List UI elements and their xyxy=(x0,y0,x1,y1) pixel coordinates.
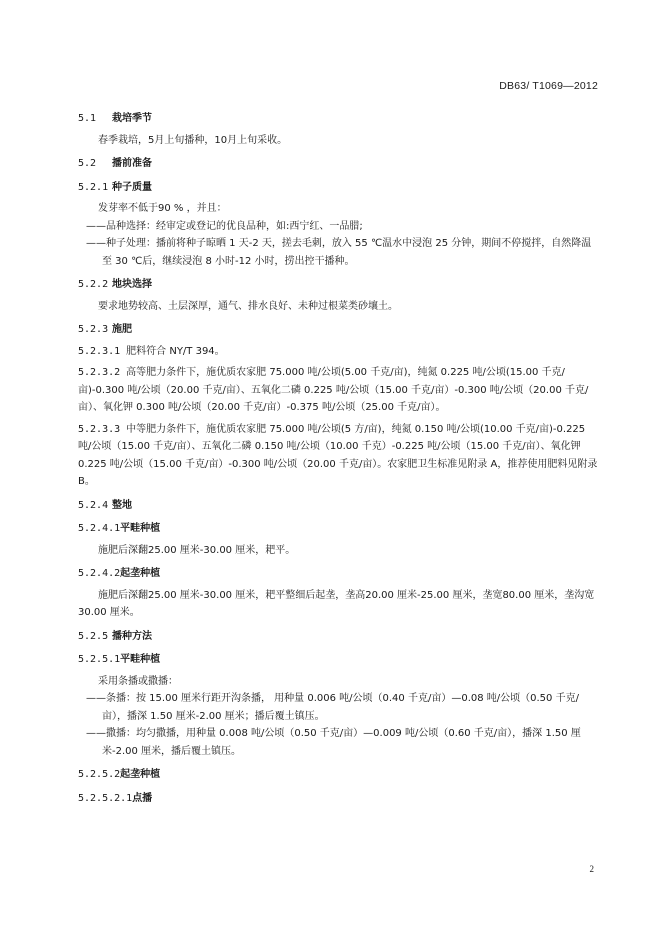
page-number: 2 xyxy=(589,864,594,874)
clause: 5.2.3.2 高等肥力条件下，施优质农家肥 75.000 吨/公顷(5.00 千克/亩)，纯氮 0.225 吨/公顷(15.00 千克/亩)-0.300 吨/公顷（20.00 千克/亩）、五氧化二磷 0.225 吨/公顷（15.00 千克/亩）-0.300 吨/公顷（20.00 千克/亩）、氧化钾 0.300 吨/公顷（20.00 千克/亩）-0.375 吨/公顷（25.00 千克/亩）。 xyxy=(78,367,589,413)
section-heading: 5.2.1 种子质量 xyxy=(78,181,152,193)
paragraph: 施肥后深翻25.00 厘米-30.00 厘米，耙平。 xyxy=(98,544,296,556)
list-item: ——种子处理：播前将种子晾晒 1 天-2 天，搓去毛刺，放入 55 ℃温水中浸泡 25 分钟，期间不停搅拌，自然降温至 30 ℃后，继续浸泡 8 小时-12 小时，捞出控干播种。 xyxy=(86,238,592,267)
section-heading: 5.2.5 播种方法 xyxy=(78,630,152,642)
paragraph: 采用条播或撒播： xyxy=(98,675,178,687)
paragraph: 春季栽培，5月上旬播种，10月上旬采收。 xyxy=(98,134,288,146)
section-heading: 5.2.2 地块选择 xyxy=(78,279,152,290)
list-item: ——撒播：均匀撒播，用种量 0.008 吨/公顷（0.50 千克/亩）—0.009 吨/公顷（0.60 千克/亩），播深 1.50 厘米-2.00 厘米，播后覆土镇压。 xyxy=(86,728,581,757)
section-heading: 5.2.4.2起垄种植 xyxy=(78,568,161,579)
list-item: ——条播：按 15.00 厘米行距开沟条播， 用种量 0.006 吨/公顷（0.40 千克/亩）—0.08 吨/公顷（0.50 千克/亩），播深 1.50 厘米-2.00 厘米；播后覆土镇压。 xyxy=(86,693,579,722)
section-heading: 5.2.5.2.1点播 xyxy=(78,792,153,804)
paragraph: 发芽率不低于90 % ，并且： xyxy=(98,203,227,214)
section-heading: 5.2.3 施肥 xyxy=(78,324,132,335)
document-id: DB63/ T1069—2012 xyxy=(499,80,598,92)
paragraph: 要求地势较高、土层深厚，通气、排水良好、未种过根菜类砂壤土。 xyxy=(98,300,398,312)
clause: 5.2.3.3 中等肥力条件下，施优质农家肥 75.000 吨/公顷(5 方/亩)，纯氮 0.150 吨/公顷(10.00 千克/亩)-0.225 吨/公顷（15.00 千克/亩）、五氧化二磷 0.150 吨/公顷（10.00 千克）-0.225 吨/公顷（15.00 千克/亩）、氧化钾 0.225 吨/公顷（15.00 千克/亩）-0.300 吨/公顷（20.00 千克/亩）。农家肥卫生标准见附录 A，推荐使用肥料见附录 B。 xyxy=(78,423,598,487)
section-heading: 5.2.4 整地 xyxy=(78,499,132,511)
section-heading: 5.1 栽培季节 xyxy=(78,113,152,124)
section-heading: 5.2.5.1平畦种植 xyxy=(78,654,161,665)
section-heading: 5.2.4.1平畦种植 xyxy=(78,523,161,534)
paragraph: 施肥后深翻25.00 厘米-30.00 厘米，耙平整细后起垄，垄高20.00 厘米-25.00 厘米，垄宽80.00 厘米，垄沟宽30.00 厘米。 xyxy=(78,589,595,618)
section-heading: 5.2.5.2起垄种植 xyxy=(78,769,161,780)
clause: 5.2.3.1 肥料符合 NY/T 394。 xyxy=(78,345,225,357)
list-item: ——品种选择：经审定或登记的优良品种，如:西宁红、一品腊; xyxy=(86,220,363,232)
document-body xyxy=(78,104,598,807)
section-heading: 5.2 播前准备 xyxy=(78,158,152,169)
